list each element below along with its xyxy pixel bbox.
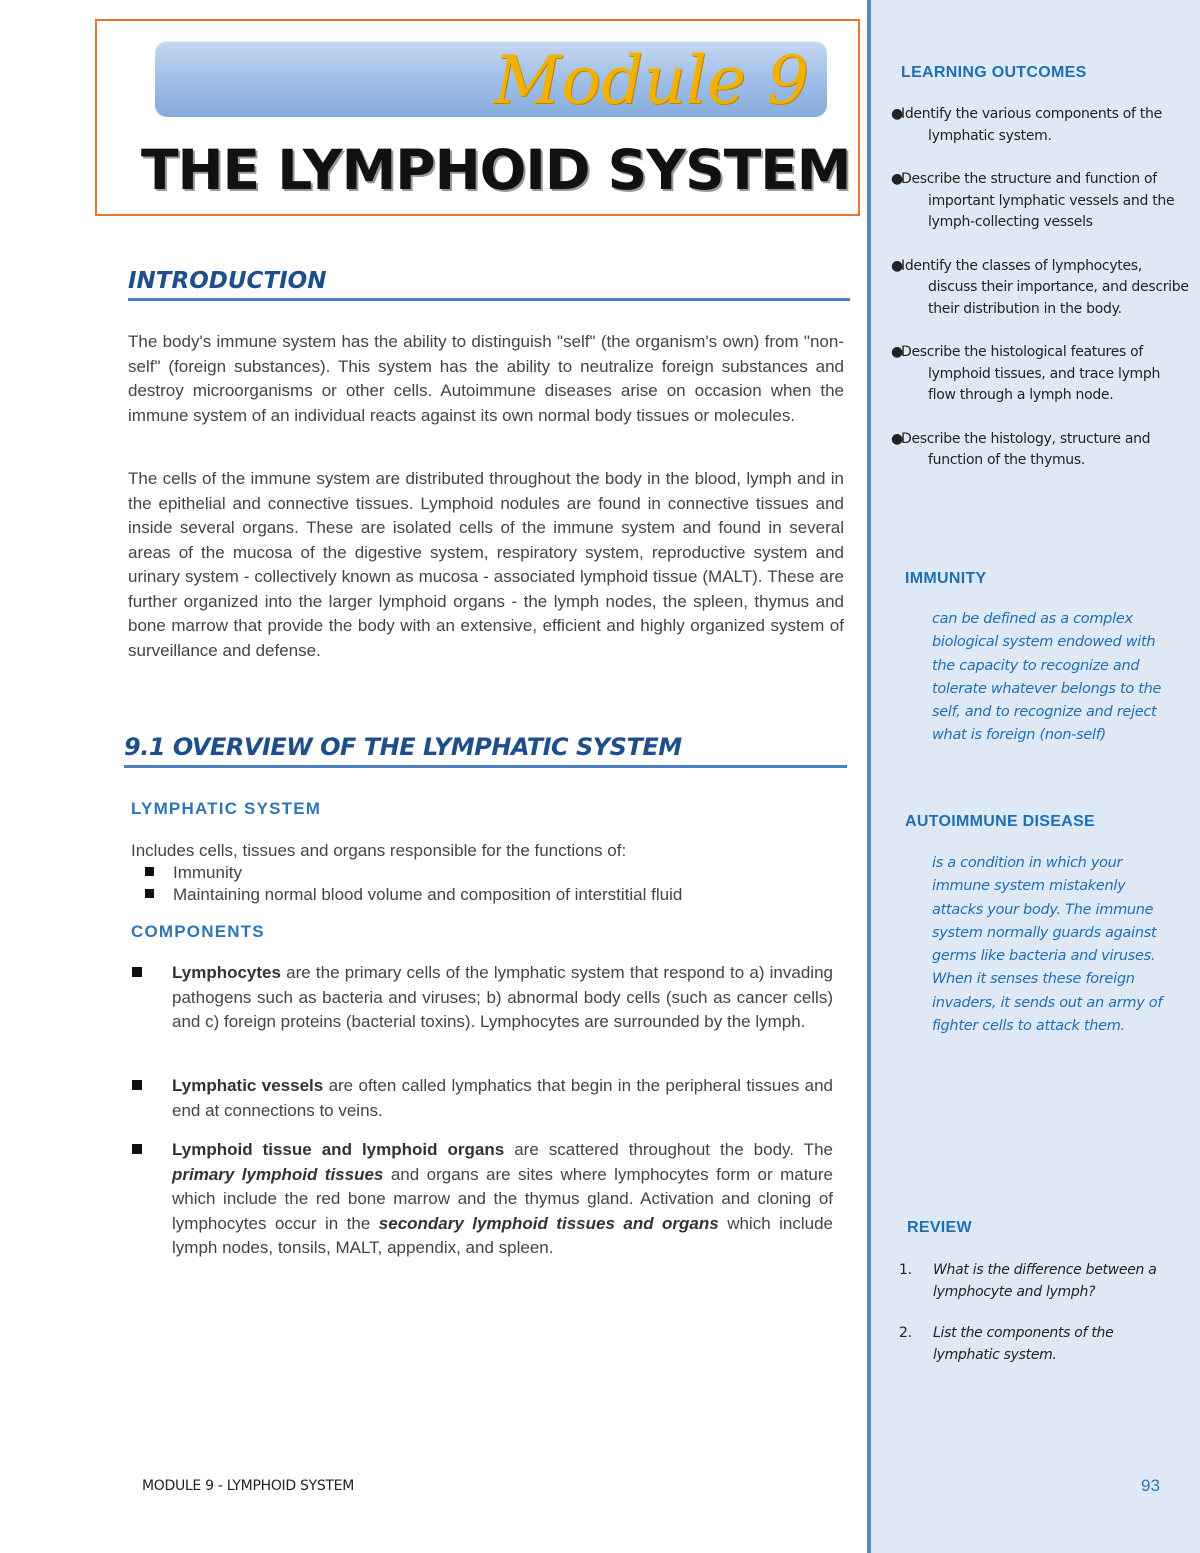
page-title: THE LYMPHOID SYSTEM (141, 138, 851, 202)
component-term: Lymphatic vessels (172, 1076, 324, 1095)
square-bullet-icon (132, 1144, 142, 1154)
running-footer: MODULE 9 - LYMPHOID SYSTEM (142, 1478, 355, 1494)
overview-heading: 9.1 OVERVIEW OF THE LYMPHATIC SYSTEM (124, 733, 847, 768)
component-description: are the primary cells of the lymphatic system that respond to a) invading pathogens such as bacteria and viruses; b) abnormal body cells (such as cancer cells) and c) foreign proteins (bacterial toxins). Lymphocytes are surrounded by the lymph. (172, 963, 833, 1031)
learning-outcome-text: Describe the structure and function of important lymphatic vessels and the lymph-collecting vessels (901, 171, 1175, 230)
secondary-lymphoid-tissues-term: secondary lymphoid tissues and organs (378, 1213, 719, 1233)
component-description: which include lymph nodes, tonsils, MALT, appendix, and spleen. (172, 1213, 833, 1257)
list-item (131, 884, 846, 906)
immunity-definition: can be defined as a complex biological system endowed with the capacity to recognize and tolerate whatever belongs to the self, and to recognize and reject what is foreign (non-self) (932, 611, 1162, 744)
list-item (131, 862, 846, 884)
learning-outcomes-heading: LEARNING OUTCOMES (901, 64, 1087, 81)
introduction-paragraph-1: The body's immune system has the ability to distinguish "self" (the organism's own) from "non-self" (foreign substances). This system has the ability to neutralize foreign substances and destroy microorganisms or other cells. Autoimmune diseases arise on occasion when the immune system of an individual reacts against its own normal body tissues or molecules. (128, 332, 844, 425)
component-lymphatic-vessels (131, 1074, 833, 1123)
bullet-icon: ● (891, 344, 903, 360)
review-heading: REVIEW (907, 1219, 972, 1236)
autoimmune-disease-definition: is a condition in which your immune system mistakenly attacks your body. The immune system normally guards against germs like bacteria and viruses. When it senses these foreign invaders, it sends out an army of fighter cells to attack them. (932, 855, 1163, 1035)
question-text: List the components of the lymphatic system. (933, 1325, 1114, 1363)
sidebar (867, 0, 1200, 1553)
learning-outcomes-list (891, 104, 1191, 494)
function-text: Immunity (173, 863, 242, 882)
autoimmune-disease-heading: AUTOIMMUNE DISEASE (905, 813, 1096, 830)
lymphatic-system-heading: LYMPHATIC SYSTEM (131, 799, 322, 818)
module-label: Module 9 (493, 42, 809, 119)
review-questions-list (899, 1260, 1179, 1386)
bullet-icon: ● (891, 257, 903, 274)
list-item (891, 429, 1191, 472)
square-bullet-icon (132, 1080, 142, 1090)
learning-outcome-text: Describe the histology, structure and function of the thymus. (901, 430, 1151, 468)
question-number: 2. (899, 1325, 912, 1341)
component-lymphocytes (131, 961, 833, 1035)
list-item (891, 256, 1191, 321)
list-item (891, 104, 1191, 147)
square-bullet-icon (145, 889, 154, 898)
immunity-heading: IMMUNITY (905, 570, 987, 587)
question-number: 1. (899, 1262, 912, 1278)
list-item (899, 1323, 1179, 1366)
component-term: Lymphocytes (172, 963, 281, 982)
list-item (891, 169, 1191, 234)
component-text (172, 961, 833, 1035)
learning-outcome-text: Describe the histological features of lymphoid tissues, and trace lymph flow through a lymph node. (901, 344, 1161, 403)
bullet-icon: ● (891, 171, 903, 187)
bullet-icon: ● (891, 430, 903, 447)
component-description: are scattered throughout the body. The (504, 1140, 833, 1159)
square-bullet-icon (132, 967, 142, 977)
component-term: Lymphoid tissue and lymphoid organs (172, 1140, 505, 1159)
functions-list (131, 862, 846, 906)
page-number: 93 (1141, 1476, 1160, 1495)
functions-block (131, 840, 846, 906)
component-description: are often called lymphatics that begin in the peripheral tissues and end at connections to veins. (172, 1076, 833, 1120)
primary-lymphoid-tissues-term: primary lymphoid tissues (172, 1164, 384, 1184)
component-description: and organs are sites where lymphocytes form or mature which include the red bone marrow and the thymus gland. Activation and cloning of lymphocytes occur in the (172, 1164, 834, 1233)
components-heading: COMPONENTS (131, 922, 265, 941)
component-text (172, 1138, 833, 1261)
list-item (899, 1260, 1179, 1303)
component-text (172, 1074, 833, 1123)
list-item (891, 342, 1191, 407)
module-banner (155, 41, 827, 117)
component-lymphoid-tissue (131, 1138, 833, 1261)
function-text: Maintaining normal blood volume and composition of interstitial fluid (173, 885, 683, 904)
introduction-heading: INTRODUCTION (128, 268, 850, 301)
question-text: What is the difference between a lymphocyte and lymph? (933, 1262, 1157, 1300)
bullet-icon: ● (891, 106, 903, 122)
includes-text: Includes cells, tissues and organs responsible for the functions of: (131, 841, 627, 860)
learning-outcome-text: Identify the various components of the lymphatic system. (901, 106, 1162, 144)
learning-outcome-text: Identify the classes of lymphocytes, discuss their importance, and describe their distribution in the body. (901, 257, 1189, 317)
introduction-paragraph-2: The cells of the immune system are distributed throughout the body in the blood, lymph and in the epithelial and connective tissues. Lymphoid nodules are found in connective tissues and inside several organs. These are isolated cells of the immune system and found in several areas of the mucosa of the digestive system, respiratory system, reproductive system and urinary system - collectively known as mucosa - associated lymphoid tissue (MALT). These are further organized into the larger lymphoid organs - the lymph nodes, the spleen, thymus and bone marrow that provide the body with an extensive, efficient and highly organized system of surveillance and defense. (128, 469, 844, 660)
title-box (95, 19, 860, 216)
square-bullet-icon (145, 867, 154, 876)
